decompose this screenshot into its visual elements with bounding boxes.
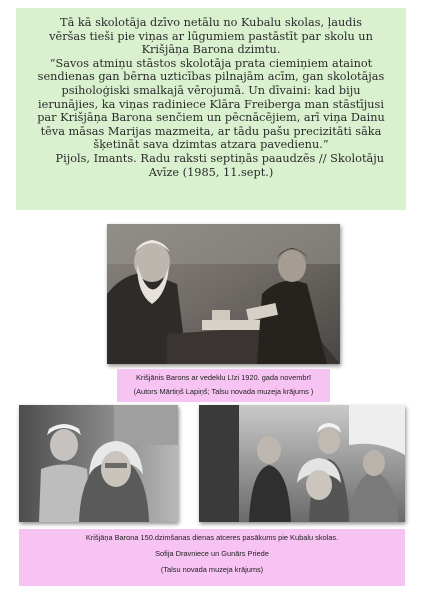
quote-line: ierunājies, ka viņas radiniece Klāra Freiberga man stāstījusi: [38, 97, 384, 111]
quote-line: “Savos atmiņu stāstos skolotāja prata ciemiņiem atainot: [49, 56, 373, 70]
caption-line: Sofija Dravniece un Gunārs Priede: [155, 549, 269, 558]
quote-line: vēršas tieši pie viņas ar lūgumiem pastāstīt par skolu un: [49, 29, 373, 43]
photo-barons-with-daughter-in-law: [107, 224, 340, 364]
photo-image: [199, 405, 405, 522]
quote-line: sendienas gan bērna uzticības pilnajām acīm, gan skolotājas: [37, 70, 385, 84]
quote-line: psiholoģiski smalkajā vērojumā. Un dīvaini: kad biju: [61, 83, 361, 97]
caption-line: Krišjānis Barons ar vedeklu Līzi 1920. gada novembrī: [135, 373, 311, 382]
caption-photo-1: [117, 369, 330, 402]
quote-line: Krišjāņa Barona dzimtu.: [141, 43, 281, 57]
photo-event-right: [199, 405, 405, 522]
caption-line: (Autors Mārtiņš Lapiņš; Talsu novada muzeja krājums ): [133, 387, 314, 396]
quote-line: šķetināt sava dzimtas atzara pavedienu.”: [93, 138, 329, 152]
caption-line: (Talsu novada muzeja krājums): [160, 565, 264, 574]
quote-line: tēva māsas Marijas mazmeita, ar tādu pašu precizitāti sāka: [40, 124, 382, 138]
caption-photos-2-3: [19, 529, 405, 586]
citation-line: Pijols, Imants. Radu raksti septiņās paaudzēs // Skolotāju: [55, 151, 384, 165]
photo-image: [19, 405, 178, 522]
quote-line: Tā kā skolotāja dzīvo netālu no Kubalu skolas, ļaudis: [60, 16, 362, 29]
quote-line: par Krišjāņa Barona senčiem un pēcnācējiem, arī viņa Dainu: [37, 111, 385, 125]
photo-image: [107, 224, 340, 364]
quote-box: [16, 8, 406, 210]
photo-event-left: [19, 405, 178, 522]
citation-line: Avīze (1985, 11.sept.): [148, 165, 274, 179]
caption-line: Krišjāņa Barona 150.dzimšanas dienas atceres pasākums pie Kubalu skolas.: [85, 533, 339, 542]
